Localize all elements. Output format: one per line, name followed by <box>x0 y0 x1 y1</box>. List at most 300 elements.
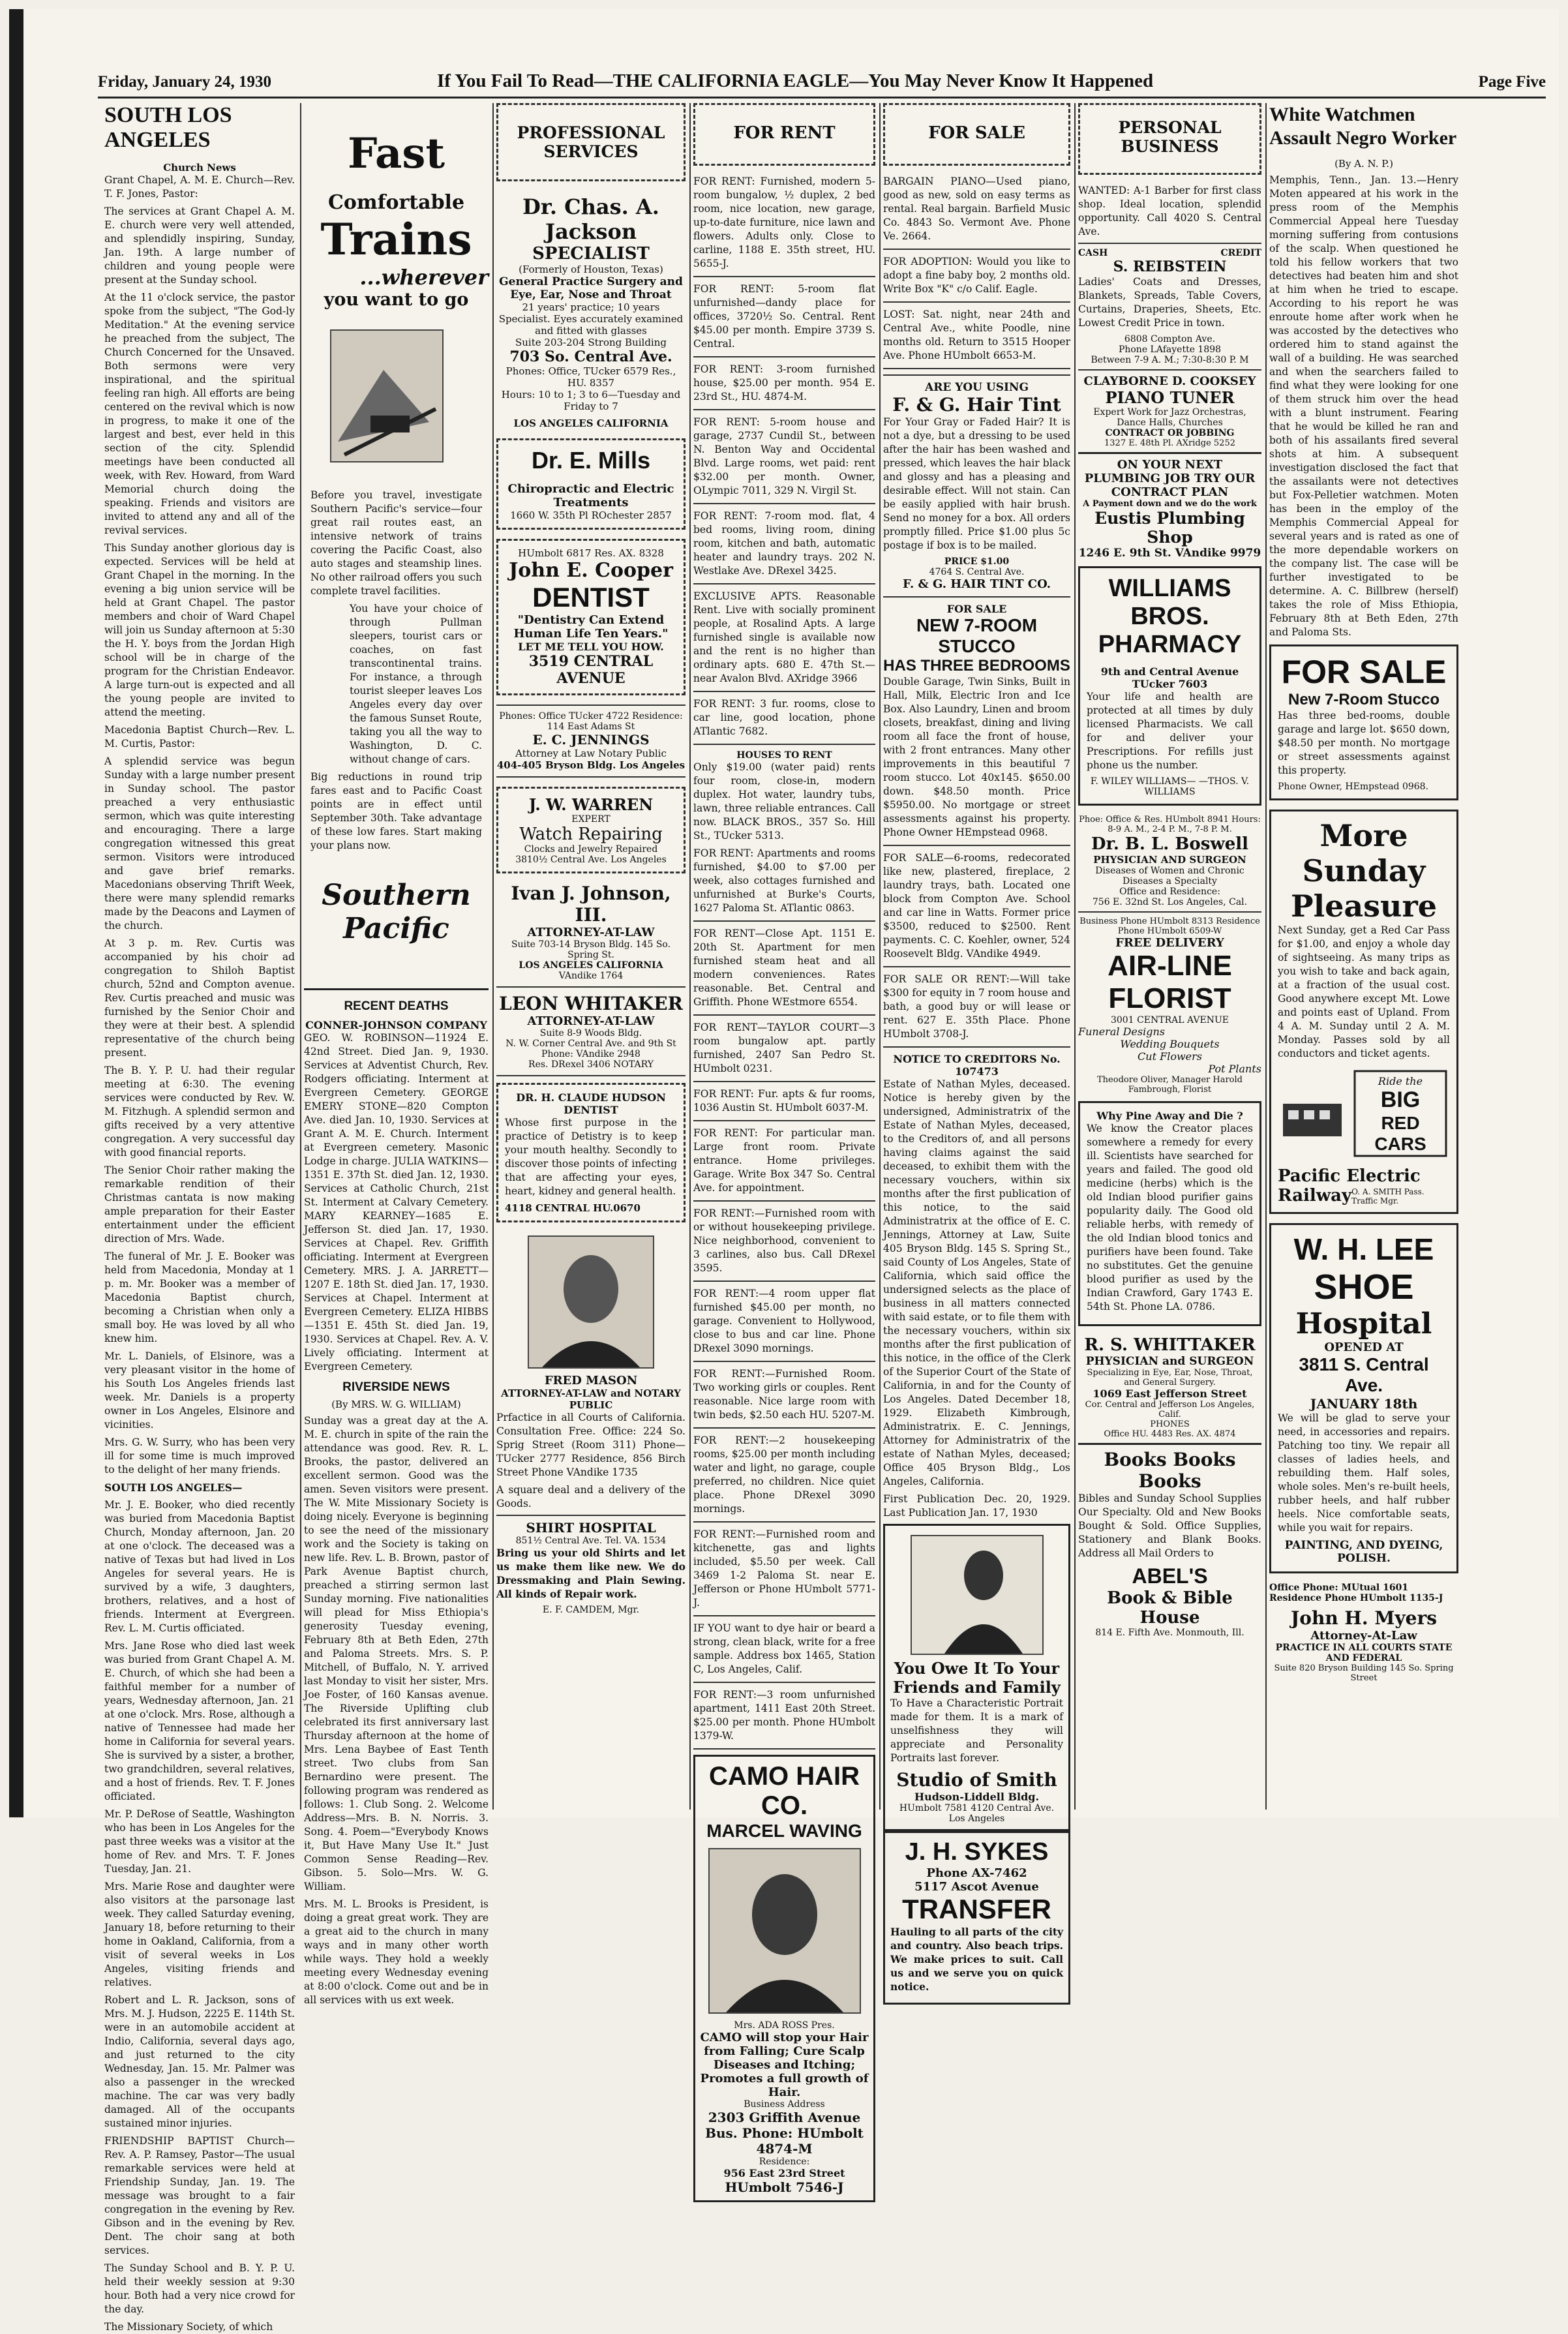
column-rule <box>1074 103 1076 1810</box>
ad-line: Theodore Oliver, Manager Harold Fambrough, Florist <box>1097 1075 1243 1095</box>
ad-line: VAndike 1764 <box>558 971 624 981</box>
classified-ad: FOR SALE—6-rooms, redecorated like new, plastered, fireplace, 2 laundry trays, bath. Located one block from Compton Ave. School and car line in Watts. Former price $3500, reduced to $2500. Rent payments. C. C. Koehler, owner, 524 Roosevelt Bldg. VAndike 4949. <box>883 852 1070 960</box>
ad-line: Cor. Central and Jefferson Los Angeles, Calif. <box>1085 1400 1255 1419</box>
ad-name: E. C. JENNINGS <box>532 732 650 748</box>
ad-line: Phones: Office, TUcker 6579 Res., HU. 8357 <box>505 365 676 389</box>
section-header: FOR SALE <box>883 103 1070 166</box>
paragraph: The services at Grant Chapel A. M. E. church were very well attended, and splendidly inspiring, Sunday, Jan. 19th. A large number of children and young people were present at the Sunday school. <box>104 205 295 286</box>
ad-line: 4764 S. Central Ave. <box>929 567 1025 577</box>
classified-ad: BARGAIN PIANO—Used piano, good as new, sold on easy terms as rental. Real bargain. Barfield Music Co. 4843 So. Vermont Ave. Phone Ve. 2664. <box>883 175 1070 242</box>
ad-body: To Have a Characteristic Portrait made for them. It is a mark of unselfishness they will appreciate and Personality Portraits last forever. <box>890 1697 1063 1764</box>
ad-body: Your life and health are protected at all times by duly licensed Pharmacists. We call for and deliver your Prescriptions. For refills just phone us the number. <box>1087 691 1253 771</box>
ad-line: E. F. CAMDEM, Mgr. <box>542 1605 640 1615</box>
classified-ad: FOR RENT:—Furnished room with or without housekeeping privilege. Nice neighborhood, convenient to 3 carlines, also bus. Call DRexel 3595. <box>693 1207 875 1274</box>
divider <box>883 1046 1070 1048</box>
ad-line: CASH <box>1078 248 1108 258</box>
camera-icon <box>912 1536 1042 1654</box>
mills-ad <box>496 438 686 530</box>
classified-ad: FOR RENT—Close Apt. 1151 E. 20th St. Apartment for men furnished steam heat and all modern conveniences. Rates reasonable. Bet. Central and Griffith. Phone WEstmore 6554. <box>693 928 875 1008</box>
ad-body: We know the Creator places somewhere a remedy for every ill. Scientists have searched for years and failed. The good old medicine (herbs) which is the old Indian blood purifier gains popularity daily. The Good old reliable herbs, with remedy of the old Indian blood tonics and purifiers have been found. Take no substitutes. Get the genuine blood purifier as used by the Indian Crawford, Gary 1743 E. 54th St. Phone LA. 0786. <box>1087 1123 1253 1312</box>
ad-body: You have your choice of through Pullman sleepers, tourist cars or coaches, on fast transcontinental trains. For instance, a through tourist sleeper leaves Los Angeles every day over the famous Sunset Route, taking you all the way to Washington, D. C. without change of cars. <box>350 603 482 765</box>
ad-line: 1327 E. 48th Pl. AXridge 5252 <box>1104 438 1235 448</box>
ad-line: 3810½ Central Ave. Los Angeles <box>515 855 667 865</box>
section-header <box>496 103 686 181</box>
divider <box>693 744 875 745</box>
shirt-hospital-ad <box>496 1515 686 1615</box>
ad-line: OPENED AT <box>1324 1341 1404 1354</box>
ad-body: Big reductions in round trip fares east and to Pacific Coast points are in effect until September 30th. Take advantage of these low fares. Start making your plans now. <box>310 771 482 851</box>
ad-line: Cut Flowers <box>1138 1050 1202 1063</box>
ad-title: Attorney-At-Law <box>1310 1629 1417 1643</box>
ad-logo: Southern <box>322 879 471 912</box>
divider <box>883 966 1070 967</box>
ad-body: Prfactice in all Courts of California. Consultation Free. Office: 224 So. Sprig Street (Room 311) Phone—TUcker 2777 Residence, 856 Birch Street Phone VAndike 1735 <box>496 1412 686 1478</box>
ad-line: Office Phone: MUtual 1601 Residence Phone HUmbolt 1135-J <box>1269 1583 1443 1603</box>
ad-address: 3001 CENTRAL AVENUE <box>1110 1015 1229 1025</box>
page-number: Page Five <box>1478 73 1546 91</box>
ad-name: AIR-LINE <box>1108 950 1232 982</box>
reibstein-ad <box>1078 243 1261 365</box>
classified-ad: FOR RENT: 5-room house and garage, 2737 Cundil St., between N. Benton Way and Occidental Blvd. Large rooms, wet paid: rent $32.00 per month. Owner, OLympic 7011, 329 N. Virgil St. <box>693 416 875 496</box>
ad-phone: Bus. Phone: HUmbolt 4874-M <box>705 2125 864 2157</box>
ad-body: Whose first purpose in the practice of Detistry is to keep your mouth healthy. Secondly to discover those points of infecting that are affecting your eyes, heart, kidney and general health. <box>505 1117 677 1197</box>
ad-body: Double Garage, Twin Sinks, Built in Hall, Milk, Electric Iron and Ice Box. Also Laundry, Linen and broom closets, breakfast, dining and living room all face the front of house, with 2 front entrances. Many other improvements in this beautiful 7 room stucco. Lot 40x145. $650.00 down. $48.50 month. Price $5950.00. No mortgage or street assessments against his property. Phone Owner HEmpstead 0968. <box>883 676 1070 838</box>
warren-ad <box>496 787 686 873</box>
ad-title: ATTORNEY-AT-LAW <box>527 1014 655 1028</box>
stucco-ad <box>883 603 1070 840</box>
sykes-transfer-ad <box>883 1831 1070 2005</box>
ad-phone: TUcker 7603 <box>1132 678 1208 690</box>
paragraph: The Senior Choir rather making the remarkable rendition of their Christmas cantata is now making ample preparation for their Easter entertainment under the efficient direction of Mrs. Wade. <box>104 1164 295 1245</box>
ad-line: Suite 8-9 Woods Bldg. <box>539 1028 642 1038</box>
rent-ads <box>693 175 875 745</box>
ad-title: SHOE <box>1314 1267 1414 1307</box>
classified-ad: FOR RENT: 7-room mod. flat, 4 bed rooms, living room, dining room, kitchen and bath, automatic heater and laundry trays. 202 N. Westlake Ave. DRexel 3425. <box>693 510 875 577</box>
classified-ad: LOST: Sat. night, near 24th and Central Ave., white Poodle, nine months old. Return to 3515 Hooper Ave. Phone HUmbolt 6653-M. <box>883 309 1070 361</box>
ad-line: Phoe: Office & Res. HUmbolt 8941 Hours: 8-9 A. M., 2-4 P. M., 7-8 P. M. <box>1079 815 1261 834</box>
header-line: PROFESSIONAL <box>517 123 665 142</box>
ad-line: Specializing in Eye, Ear, Nose, Throat, and General Surgery. <box>1087 1368 1253 1387</box>
ad-line: "Dentistry Can Extend Human Life Ten Years." <box>513 613 669 641</box>
ad-name: WILLIAMS BROS. <box>1108 575 1231 630</box>
ad-title: PIANO TUNER <box>1105 388 1235 407</box>
ad-line: Hours: 10 to 1; 3 to 6—Tuesday and Friday to 7 <box>501 389 681 412</box>
ad-name: Pacific Electric <box>1278 1166 1421 1186</box>
ad-address: 9th and Central Avenue <box>1100 665 1239 678</box>
divider <box>693 920 875 922</box>
ad-address: 703 So. Central Ave. <box>509 348 672 365</box>
ad-line: EXPERT <box>571 814 611 825</box>
header-line: BUSINESS <box>1121 137 1219 156</box>
ad-line: 4118 CENTRAL HU.0670 <box>505 1202 641 1214</box>
masthead-rule <box>98 97 1546 99</box>
paragraph: The B. Y. P. U. had their regular meeting at 6:30. The evening services were conducted by Rev. W. M. Fitzhugh. A splendid sermon and gifts received by a very attentive congregation. A very successful day with good financial reports. <box>104 1065 295 1159</box>
ad-title: New 7-Room Stucco <box>1288 691 1440 708</box>
ad-phone: Phone AX-7462 <box>926 1866 1027 1880</box>
masthead-slogan: If You Fail To Read—THE CALIFORNIA EAGLE—You May Never Know It Happened <box>437 70 1154 91</box>
ad-line: Suite 703-14 Bryson Bldg. 145 So. Spring St. <box>511 939 671 960</box>
legal-notice: First Publication Dec. 20, 1929. Last Publication Jan. 17, 1930 <box>883 1493 1070 1519</box>
ad-line: FOR SALE <box>946 603 1007 615</box>
classified-ad: EXCLUSIVE APTS. Reasonable Rent. Live with socially prominent people, at Rosalind Apts. A large furnished single is available now and the rent is no higher than ordinary apts. 680 E. 47th St.—near Avalon Blvd. AXridge 3966 <box>693 590 875 684</box>
whittaker-ad <box>1078 1335 1261 1439</box>
ad-name: FRED MASON <box>544 1374 638 1387</box>
paragraph: Mr. J. E. Booker, who died recently was buried from Macedonia Baptist Church, Monday afternoon, Jan. 20 at one o'clock. The deceased was a native of Texas but had lived in Los Angeles for several years. He is survived by a wife, 3 daughters, brothers, relatives, and a host of friends. Interment at Evergreen. Rev. L. M. Curtis officiated. <box>104 1499 295 1634</box>
divider <box>883 845 1070 846</box>
ad-line: Ride the <box>1378 1075 1423 1087</box>
ad-title: Book & Bible House <box>1107 1588 1233 1628</box>
ad-headline: Why Pine Away and Die ? <box>1096 1110 1243 1122</box>
paragraph: The Missionary Society, of which <box>104 2321 273 2333</box>
ad-headline: Fast <box>348 129 445 178</box>
portrait-icon <box>710 1849 860 2012</box>
column-south-los-angeles <box>104 103 295 2333</box>
ad-body: We will be glad to serve your need, in accessories and repairs. Patching too tiny. We repair all classes of ladies heels, and rebuilding them. Half soles, whole soles. Men's re-built heels, rubber heels, and half rubber heels. Nice comfortable seats, while you wait for repairs. <box>1278 1412 1450 1534</box>
ad-line: O. A. SMITH Pass. Traffic Mgr. <box>1351 1187 1425 1205</box>
ad-name: Railway <box>1278 1186 1352 1205</box>
ad-line: LET ME TELL YOU HOW. <box>518 641 664 653</box>
studio-illustration <box>911 1535 1044 1655</box>
subhead: HOUSES TO RENT <box>736 750 832 761</box>
paragraph: Macedonia Baptist Church—Rev. L. M. Curtis, Pastor: <box>104 724 295 750</box>
ad-name: SHIRT HOSPITAL <box>526 1520 656 1536</box>
divider <box>883 368 1070 369</box>
divider <box>693 1081 875 1082</box>
header-line: PERSONAL <box>1118 118 1222 137</box>
classified-ad: FOR RENT: For particular man. Large front room. Private entrance. Home privileges. Garage. Write Box 347 So. Central Ave. for appointment. <box>693 1127 875 1194</box>
paragraph: Robert and L. R. Jackson, sons of Mrs. M. J. Hudson, 2225 E. 114th St. were in an automobile accident at Indio, California, several days ago, and just returned to the city Wednesday, Jan. 15. Mr. Palmer was also a passenger in the wrecked machine. The car was very badly damaged. All of the occupants sustained minor injuries. <box>104 1994 295 2129</box>
airline-florist-ad <box>1078 911 1261 1095</box>
ad-title: MARCEL WAVING <box>706 1821 862 1841</box>
ad-body: Bring us your old Shirts and let us make them like new. We do Dressmaking and Plain Sewing. All kinds of Repair work. <box>496 1547 686 1600</box>
williams-pharmacy-ad <box>1078 566 1261 806</box>
riverside-heading: RIVERSIDE NEWS <box>342 1380 450 1394</box>
byline: (By MRS. W. G. WILLIAM) <box>331 1399 461 1410</box>
ad-name: Dr. B. L. Boswell <box>1091 834 1249 854</box>
divider <box>883 301 1070 303</box>
classified-ad: FOR RENT:—3 room unfurnished apartment, 1411 East 20th Street. $25.00 per month. Phone HUmbolt 1379-W. <box>693 1689 875 1742</box>
camo-ad <box>693 1755 875 2202</box>
article-headline: White Watchmen Assault Negro Worker <box>1269 104 1457 149</box>
section-header <box>1078 103 1261 175</box>
ad-line: General Practice Surgery and Eye, Ear, Nose and Throat <box>499 275 683 301</box>
classified-ad: FOR SALE OR RENT:—Will take $300 for equity in 7 room house and bath, a good buy or will lease or rent. 627 E. 35th Place. Phone HUmbolt 3708-J. <box>883 973 1070 1040</box>
classified-ad: WANTED: A-1 Barber for first class shop. Ideal location, splendid opportunity. Call 4020 S. Central Ave. <box>1078 185 1261 237</box>
caption: Mrs. ADA ROSS Pres. <box>734 2020 835 2031</box>
paragraph: At 3 p. m. Rev. Curtis was accompanied by his choir ad congregation to Shiloh Baptist church, 52nd and Compton avenue. Rev. Curtis preached and music was furnished by the Senior Choir and they were at their best. A splendid representative of the church being present. <box>104 937 295 1059</box>
ad-line: PRACTICE IN ALL COURTS STATE AND FEDERAL <box>1275 1643 1453 1663</box>
ad-phone: HUmbolt 7546-J <box>725 2179 844 2195</box>
divider <box>693 1120 875 1121</box>
ad-body: Next Sunday, get a Red Car Pass for $1.00, and enjoy a whole day of sightseeing. As many trips as you wish to take and back again, at a fraction of the usual cost. Good anywhere except Mt. Lowe and points east of Upland. From 4 A. M. Sunday until 2 A. M. Monday. Passes sold by all conductors and ticket agents. <box>1278 924 1450 1059</box>
ad-headline: More <box>1319 818 1408 853</box>
classified-ad: FOR RENT: Furnished, modern 5-room bungalow, ½ duplex, 2 bed room, nice location, new garage, up-to-date furniture, nice lawn and flowers. Adults only. Close to carline, 1188 E. 35th street, HU. 5655-J. <box>693 175 875 269</box>
ad-name: LEON WHITAKER <box>499 993 683 1014</box>
ad-body: Ladies' Coats and Dresses, Blankets, Spreads, Table Covers, Curtains, Draperies, Sheets, Etc. Lowest Credit Price in town. <box>1078 276 1261 329</box>
ad-headline: Comfortable <box>327 191 465 214</box>
ad-title: PHYSICIAN and SURGEON <box>1085 1355 1254 1368</box>
divider <box>693 1521 875 1523</box>
divider <box>693 1281 875 1282</box>
ad-line: F. & G. HAIR TINT CO. <box>902 577 1051 591</box>
ad-name: R. S. WHITTAKER <box>1084 1335 1256 1355</box>
classified-ad: FOR RENT: 3 fur. rooms, close to car line, good location, phone ATlantic 7682. <box>693 698 875 737</box>
ad-phone: Phone Owner, HEmpstead 0968. <box>1278 781 1429 792</box>
ad-line: HUmbolt 6817 Res. AX. 8328 <box>518 547 664 559</box>
cooksey-ad <box>1078 369 1261 448</box>
ad-logo: Pacific <box>343 912 449 945</box>
ad-headline: You Owe It To Your Friends and Family <box>893 1659 1061 1697</box>
divider <box>693 1427 875 1429</box>
divider <box>693 1200 875 1202</box>
eustis-plumbing-ad <box>1078 452 1261 560</box>
ad-title: ATTORNEY-AT-LAW <box>527 926 655 939</box>
ad-line: N. W. Corner Central Ave. and 9th St Phone: VAndike 2948 <box>505 1038 676 1059</box>
ad-headline: Trains <box>320 214 472 265</box>
column-personal-business <box>1078 103 1261 1810</box>
ad-line: RED CARS <box>1374 1113 1426 1154</box>
ad-headline: Pleasure <box>1291 888 1437 924</box>
ad-line: 1660 W. 35th Pl ROchester 2857 <box>510 509 672 521</box>
train-illustration-icon <box>331 331 442 461</box>
divider <box>693 1361 875 1362</box>
column-news-and-ads <box>1269 103 1458 1810</box>
divider <box>693 503 875 504</box>
ad-name: ABEL'S <box>1132 1564 1208 1588</box>
paragraph: Mrs. G. W. Surry, who has been very ill for some time is much improved to the delight of her many friends. <box>104 1436 295 1476</box>
southern-pacific-ad <box>304 129 489 990</box>
ad-headline: NEW 7-ROOM STUCCO <box>916 615 1038 656</box>
ad-body: A square deal and a delivery of the Goods. <box>496 1484 686 1509</box>
ad-name: F. & G. Hair Tint <box>892 394 1061 416</box>
divider <box>693 409 875 410</box>
ad-line: HUmbolt 7581 4120 Central Ave. Los Angeles <box>899 1803 1055 1824</box>
divider <box>693 1615 875 1616</box>
ad-line: Attorney at Law Notary Public <box>515 748 667 759</box>
ad-name: Dr. E. Mills <box>531 447 651 474</box>
ad-name: Studio of Smith <box>896 1769 1057 1791</box>
sale-ads <box>883 851 1070 1048</box>
boswell-ad <box>1078 815 1261 907</box>
ad-line: ARE YOU USING <box>925 381 1029 394</box>
column-rule <box>492 103 494 1810</box>
classified-ad: Only $19.00 (water paid) rents four room, close-in, modern duplex. Hot water, laundry tubs, lawn, three reliable entrances. Call now. BLACK BROS., 357 So. Hill St., TUcker 5313. <box>693 761 875 841</box>
column-for-sale <box>883 103 1070 1993</box>
paragraph: Mrs. Marie Rose and daughter were also visitors at the parsonage last week. They called Saturday evening, January 18, before returning to their home in Oakland, California, from a visit of several weeks in Los Angeles, visiting friends and relatives. <box>104 1881 295 1988</box>
ad-headline: ON YOUR NEXT PLUMBING JOB TRY OUR CONTRACT PLAN <box>1084 458 1256 499</box>
byline: (By A. N. P.) <box>1334 158 1393 170</box>
ad-line: Res. DRexel 3406 NOTARY <box>528 1059 654 1070</box>
ad-line: Phone LAfayette 1898 <box>1118 344 1222 355</box>
ad-body: Before you travel, investigate Southern Pacific's service—four great rail routes east, an intensive network of trains covering the Pacific Coast, also auto stages and steamship lines. No other railroad offers you such complete travel facilities. <box>310 489 482 597</box>
ad-address: 2303 Griffith Avenue <box>708 2110 861 2125</box>
hudson-ad <box>496 1083 686 1222</box>
classified-ad: FOR RENT: Apartments and rooms furnished, $4.00 to $7.00 per week, also cottages furnished and unfurnished at Burke's Courts, 1627 Paloma St. ATlantic 0863. <box>693 847 875 914</box>
paragraph: The Sunday School and B. Y. P. U. held their weekly session at 9:30 hour. Both had a very nice crowd for the day. <box>104 2262 295 2315</box>
classified-ad: FOR RENT:—Furnished room and kitchenette, gas and lights included, $5.50 per week. Call 3469 1-2 Paloma St. near E. Jefferson or Phone HUmbolt 5771-J. <box>693 1528 875 1609</box>
ad-line: F. WILEY WILLIAMS— —THOS. V. WILLIAMS <box>1090 776 1250 797</box>
hair-tint-ad <box>883 374 1070 591</box>
ad-name: Eustis Plumbing Shop <box>1094 509 1245 547</box>
jennings-ad <box>496 705 686 778</box>
ad-name: Dr. Chas. A. Jackson <box>522 194 659 244</box>
ad-tagline: ...wherever <box>359 265 489 290</box>
ad-line: 404-405 Bryson Bldg. Los Angeles <box>496 759 686 771</box>
ad-line: JANUARY 18th <box>1310 1396 1418 1412</box>
ad-line: Expert Work for Jazz Orchestras, Dance Halls, Churches <box>1093 407 1246 428</box>
ad-line: BIG <box>1380 1087 1421 1112</box>
divider <box>693 1682 875 1683</box>
mason-ad <box>496 1235 686 1511</box>
ad-headline: Books Books Books <box>1104 1449 1236 1492</box>
ad-title: Watch Repairing <box>519 825 663 844</box>
column-rule <box>879 103 881 1810</box>
paragraph: Sunday was a great day at the A. M. E. church in spite of the rain the attendance was good. Rev. R. L. Brooks, the pastor, delivered an excellent sermon. Good was the amen. Seven visitors were present. The W. Mite Missionary Society is doing nicely. Everyone is beginning to see the need of the missionary work and the Society is taking on new life. Rev. L. B. Brown, pastor of Park Avenue Baptist church, preached a stirring sermon last Sunday morning. Five nationalities will plead for Miss Ethiopia's generosity Tuesday evening, February 8th at Beth Eden, 27th and Paloma Streets. Mrs. S. P. Mitchell, of Buffalo, N. Y. arrived last Monday to visit her sister, Mrs. Joe Foster, of 160 Kansas avenue. The Riverside Uplifting club celebrated its first anniversary last Thursday afternoon at the home of Mrs. Lena Baybee of East Tenth street. Two clubs from San Bernardino were present. The following program was rendered as follows: 1. Club Song. 2. Welcome Address—Mrs. B. N. Norris. 3. Song. 4. Poem—"Everybody Knows it, But Have Many Use It." Just Common Sense Reading—Rev. Gibson. 5. Solo—Mrs. W. G. William. <box>304 1415 489 1892</box>
jackson-ad <box>496 194 686 429</box>
rent-ads <box>693 847 875 1750</box>
divider <box>883 249 1070 250</box>
ad-line: Pot Plants <box>1208 1063 1261 1075</box>
paragraph: FRIENDSHIP BAPTIST Church—Rev. A. P. Ramsey, Pastor—The usual remarkable services were held at Friendship Sunday, Jan. 19. The message was brought to a fair congregation in the evening by Rev. Gibson and in the evening by Rev. Dent. The choir sang at both services. <box>104 2135 295 2256</box>
section-title: SOUTH LOS ANGELES <box>104 103 232 152</box>
ad-title: ATTORNEY-AT-LAW and NOTARY PUBLIC <box>501 1387 681 1411</box>
paragraph: Mr. L. Daniels, of Elsinore, was a very pleasant visitor in the home of his South Los Angeles friends last week. Mr. Daniels is a property owner in Los Angeles, Elsinore and vicinities. <box>104 1350 295 1431</box>
ad-name: W. H. LEE <box>1293 1232 1434 1266</box>
camo-portrait <box>708 1848 861 2014</box>
ad-address: 1069 East Jefferson Street <box>1093 1387 1247 1400</box>
ad-headline: TRANSFER <box>902 1894 1051 1924</box>
divider <box>693 356 875 357</box>
subhead: CONNER-JOHNSON COMPANY <box>305 1019 487 1031</box>
ad-address: 3519 CENTRAL AVENUE <box>528 653 654 687</box>
subhead: SOUTH LOS ANGELES— <box>104 1481 243 1494</box>
ad-line: Chiropractic and Electric Treatments <box>507 482 674 509</box>
ad-line: 6808 Compton Ave. <box>1124 334 1216 344</box>
paragraph: This Sunday another glorious day is expected. Services will be held at Grant Chapel in the morning. In the evening a big union service will be held at Grant Chapel. The pastor members and choir of Ward Chapel will join us Sunday afternoon at 5:30 the H. Y. boys from the Jordan High school will be in charge of the program for the Christian Endeavor. A large turn-out is expected and all the young people are invited to attend the meeting. <box>104 542 295 718</box>
recent-deaths-heading: RECENT DEATHS <box>344 999 449 1013</box>
stucco-sale-ad <box>1269 644 1458 800</box>
classified-ad: FOR RENT:—4 room upper flat furnished $45.00 per month, no garage. Convenient to Hollywood, close to bus and car line. Phone DRexel 3090 mornings. <box>693 1288 875 1354</box>
ad-price: PRICE $1.00 <box>944 556 1010 567</box>
divider <box>693 276 875 277</box>
paragraph: Mr. P. DeRose of Seattle, Washington who has been in Los Angeles for the past three weeks was a visitor at the home of Rev. and Mrs. T. F. Jones Tuesday, Jan. 21. <box>104 1808 295 1875</box>
ad-body: Hauling to all parts of the city and country. Also beach trips. We make prices to suit. Call us and we serve you on quick notice. <box>890 1926 1063 1993</box>
ad-name: CAMO HAIR CO. <box>708 1762 860 1820</box>
paragraph: The funeral of Mr. J. E. Booker was held from Macedonia, Monday at 1 p. m. Mr. Booker was a member of Macedonia Baptist church, becoming a Christian when only a small boy. He was loved by all who knew him. <box>104 1250 295 1344</box>
issue-date: Friday, January 24, 1930 <box>98 73 271 91</box>
portrait-icon <box>529 1237 653 1367</box>
paragraph: At the 11 o'clock service, the pastor spoke from the subject, "The God-ly Meditation." At the evening service he preached from the subject, The Church Concerned for the Unsaved. Both sermons were very inspirational, and the spiritual feeling ran high. All efforts are being centered on the revival which is now in progress, to make it one of the largest and best, ever held in this section of the city. Splendid meetings have been conducted all week, with Rev. Howard, from Ward Memorial church doing the speaking. Friends and visitors are invited to attend any and all of the revival services. <box>104 292 295 536</box>
column-rule <box>300 103 301 1810</box>
ad-line: 21 years' practice; 10 years Specialist. Eyes accurately examined and fitted with glasses <box>498 301 684 337</box>
divider <box>693 1748 875 1750</box>
ad-name: J. W. WARREN <box>528 795 654 814</box>
ad-line: CREDIT <box>1220 248 1261 258</box>
ad-line: Phones: Office TUcker 4722 Residence: 114 East Adams St <box>499 711 683 732</box>
ad-title: Hospital <box>1295 1307 1432 1341</box>
ad-tagline: you want to go <box>324 290 469 310</box>
divider <box>693 1014 875 1016</box>
ad-address: Suite 820 Bryson Building 145 So. Spring Street <box>1274 1663 1454 1683</box>
ad-headline: HAS THREE BEDROOMS <box>883 657 1070 674</box>
subhead: NOTICE TO CREDITORS No. 107473 <box>893 1053 1061 1078</box>
ad-name: John H. Myers <box>1291 1607 1437 1629</box>
classified-ad: FOR RENT: Fur. apts & fur rooms, 1036 Austin St. HUmbolt 6037-M. <box>693 1088 875 1114</box>
ad-address: 1246 E. 9th St. VAndike 9979 <box>1078 547 1261 560</box>
ad-line: A Payment down and we do the work <box>1083 499 1257 509</box>
ad-title: FLORIST <box>1108 982 1231 1014</box>
ad-name: DR. H. CLAUDE HUDSON DENTIST <box>516 1091 666 1116</box>
ad-body: Has three bed-rooms, double garage and large lot. $650 down, $48.50 per month. No mortgage or street assessments against this property. <box>1278 710 1450 776</box>
header-line: SERVICES <box>543 142 639 161</box>
masthead <box>98 68 1546 94</box>
paragraph: GEO. W. ROBINSON—11924 E. 42nd Street. Died Jan. 9, 1930. Services at Adventist Church, Rev. Rodgers officiating. Interment at Evergreen Cemetery. GEORGE EMERY STONE—820 Compton Ave. died Jan. 10, 1930. Services at Grant A. M. E. Church. Interment at Evergreen cemetery. Masonic Lodge in charge. JULIA WATKINS—1351 E. 37th St. died Jan. 12, 1930. Services at Catholic Church, 21st St. Interment at Calvary Cemetery. MARY KEARNEY—1685 E. Jefferson St. died Jan. 17, 1930. Services at Chapel. Rev. Griffith officiating. Interment at Evergreen Cemetery. MRS. J. A. JARRETT—1207 E. 18th St. died Jan. 17, 1930. Services at Chapel. Interment at Evergreen Cemetery. ELIZA HIBBS—1351 E. 45th St. died Jan. 19, 1930. Services at Chapel. Rev. A. V. Lively officiating. Interment at Evergreen Cemetery. <box>304 1032 489 1372</box>
abels-bible-house-ad <box>1078 1443 1261 1638</box>
ad-line: Wedding Bouquets <box>1120 1038 1220 1050</box>
ad-name: J. H. SYKES <box>905 1838 1049 1866</box>
divider <box>693 583 875 584</box>
classified-ad: FOR ADOPTION: Would you like to adopt a fine baby boy, 2 months old. Write Box "K" c/o Calif. Eagle. <box>883 256 1070 295</box>
ad-line: LOS ANGELES CALIFORNIA <box>519 960 663 971</box>
ad-line: Suite 203-204 Strong Building <box>515 337 667 348</box>
ad-title: PHARMACY <box>1098 631 1242 658</box>
ad-line: Between 7-9 A. M.; 7:30-8:30 P. M <box>1091 355 1249 365</box>
classified-ad: FOR RENT:—2 housekeeping rooms, $25.00 per month including water and light, no garage, couple preferred, no children. Nice quiet place. Phone DRexel 3090 mornings. <box>693 1434 875 1515</box>
whitaker-ad <box>496 988 686 1076</box>
article-body: Memphis, Tenn., Jan. 13.—Henry Moten appeared at his work in the press room of the Memphis Commercial Appeal here Tuesday morning suffering from contusions of the scalp. When questioned he told his fellow workers that two detectives had beaten him and shot at him when he tried to escape. According to his report he was enroute home after work when he was accosted by the detectives who ordered him to stand against the wall of a building. He was searched and when the searchers failed to find what they were looking for one of them struck him over the head with a blunt instrument. Fearing that he would be killed he ran and both of his assailants fired several shots at him. A subsequent investigation disclosed the fact that the assailants were not detectives but Fox-Pelletier watchmen. Moten has been in the employ of the Memphis Commercial Appeal for several years and is rated as one of the more dependable workers on the company list. The case will be further investigated to be determine. A. C. Billbrew (herself) takes the role of Miss Ethiopia, February 8th at Beth Eden, 27th and Paloma Sts. <box>1269 174 1458 638</box>
ad-line: Diseases of Women and Chronic Diseases a Specialty <box>1095 866 1244 887</box>
paragraph: A splendid service was begun Sunday with a large number present in Sunday school. The pastor preached a very enthusiastic sermon, which was quite interesting and encouraging. There a large congregation witnessed this great sermon. Visitors were introduced and gave brief remarks. Macedonians observing Thrift Week, there were many splendid remarks made by the Deacons and Laymen of the church. <box>104 755 295 932</box>
ad-line: Clocks and Jewelry Repaired <box>524 844 658 855</box>
classified-ad: FOR RENT—TAYLOR COURT—3 room bungalow apt. partly furnished, 2407 San Pedro St. HUmbolt 0231. <box>693 1022 875 1074</box>
divider <box>883 596 1070 598</box>
ad-line: Office and Residence: <box>1119 887 1220 897</box>
section-header: FOR RENT <box>693 103 875 166</box>
ad-line: Business Address <box>744 2099 825 2110</box>
classified-ad: FOR RENT: 5-room flat unfurnished—dandy place for offices, 3720½ So. Central. Rent $45.00 per month. Empire 3739 S. Central. <box>693 283 875 350</box>
ad-name: S. REIBSTEIN <box>1113 258 1227 275</box>
myers-ad <box>1269 1583 1458 1683</box>
subhead: Church News <box>163 162 236 174</box>
ad-line: 851½ Central Ave. Tel. VA. 1534 <box>515 1536 667 1546</box>
column-professional-services <box>496 103 686 1810</box>
ad-address: 3811 S. Central Ave. <box>1299 1354 1429 1395</box>
ad-headline: FOR SALE <box>1281 654 1447 690</box>
ad-line: Funeral Designs <box>1078 1025 1165 1038</box>
ad-line: Business Phone HUmbolt 8313 Residence Phone HUmbolt 6509-W <box>1079 917 1260 936</box>
paragraph: Grant Chapel, A. M. E. Church—Rev. T. F. Jones, Pastor: <box>104 174 295 200</box>
paragraph: Mrs. M. L. Brooks is President, is doing a great great work. They are a great aid to the church in many ways and in many other worth while ways. They hold a weekly meeting every Wednesday evening at 8:00 o'clock. Come out and be in all services with us ext week. <box>304 1898 489 2006</box>
ad-address: 5117 Ascot Avenue <box>914 1880 1039 1894</box>
divider <box>693 691 875 692</box>
pine-away-ad <box>1078 1101 1261 1326</box>
ad-body: CAMO will stop your Hair from Falling; Cure Scalp Diseases and Itching; Promotes a full growth of Hair. <box>700 2031 869 2099</box>
ad-body: For Your Gray or Faded Hair? It is not a dye, but a dressing to be used after the hair has been washed and pressed, which leaves the hair black and glossy and has a pleasing and desirable effect. Will not stain. Can be easily applied with hair brush. Send no money for a box. All orders promptly filled. Price $1.00 plus 5c postage if box is to be mailed. <box>883 416 1070 551</box>
ad-name: Ivan J. Johnson, III. <box>511 883 671 926</box>
column-rule <box>1265 103 1267 1810</box>
column-rule <box>689 103 691 1810</box>
cooper-ad <box>496 539 686 695</box>
ad-title: SPECIALIST <box>532 244 650 264</box>
sale-ads <box>883 175 1070 369</box>
lee-shoe-hospital-ad <box>1269 1223 1458 1573</box>
ad-body: Bibles and Sunday School Supplies Our Specialty. Old and New Books Bought & Sold. Office Supplies, Stationery and Blank Books. Address all Mail Orders to <box>1078 1493 1261 1559</box>
legal-notice: Estate of Nathan Myles, deceased. Notice is hereby given by the undersigned, Administratrix of the Estate of Nathan Myles, deceased, to the Creditors of, and all persons having claims against the said deceased, to exhibit them with the necessary vouchers, within six months after the first publication of this notice, to the said Administratrix at the office of E. C. Jennings, Attorney at Law, Suite 405 Bryson Bldg. 145 S. Spring St., said County of Los Angeles, State of California, which said office the undersigned selects as the place of business in all matters connected with said estate, or to file them with the necessary vouchers, within six months after the first publication of this notice, in the office of the Clerk of the Superior Court of the State of California, in and for the County of Los Angeles. Dated December 18, 1929. Elizabeth Kimbrough, Administratrix. E. C. Jennings, Attorney for Administratrix of the estate of Nathan Myles, deceased; Office 405 Bryson Bldg., Los Angeles, California. <box>883 1078 1070 1487</box>
johnson-ad <box>496 883 686 988</box>
studio-of-smith-ad <box>883 1524 1070 1831</box>
mason-portrait <box>528 1235 654 1369</box>
ad-line: FREE DELIVERY <box>1115 936 1224 950</box>
